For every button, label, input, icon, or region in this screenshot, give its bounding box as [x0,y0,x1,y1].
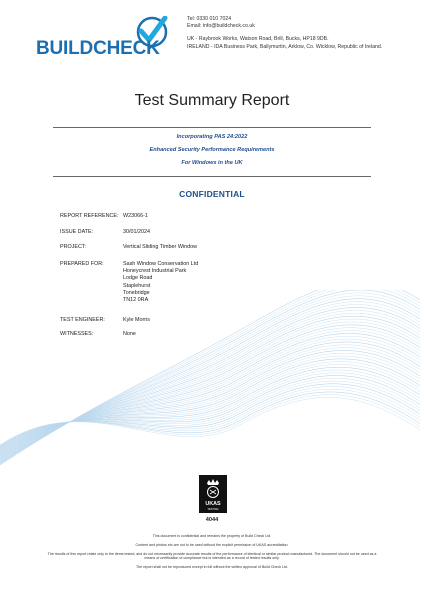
witnesses-value: None [123,331,136,337]
scope-text: For Windows in the UK [181,160,243,166]
wave-line [0,325,420,458]
wave-line [0,319,420,459]
ukas-mark-text: UKAS [205,501,221,507]
ukas-accreditation-mark [199,475,227,513]
witnesses-label: WITNESSES: [60,331,94,337]
wave-line [0,362,420,452]
wave-line [0,345,420,454]
address-line: TN12 0RA [123,297,149,304]
footer-line-3: The results of this report relate only to the items tested, and do not necessarily provide accurate results of the performance of identical or similar product manufactured. The document should not be used as a means of certification of compliance but is intended as a record of tested results only. [47,552,377,561]
contact-tel: Tel: 0330 010 7024 [187,16,232,22]
test-engineer-value: Kyle Morris [123,317,150,323]
wave-line [0,331,420,457]
prepared-for-label: PREPARED FOR: [60,261,104,267]
address-line: Tonebridge [123,289,150,296]
wave-line [0,367,420,450]
footer-line-1: This document is confidential and remains the property of Build Check Ltd. [152,534,272,538]
address-line: Honeycrest Industrial Park [123,268,187,275]
address-line: Lodge Road [123,275,153,282]
divider-bottom [53,176,371,177]
wave-line [0,328,420,458]
ukas-crown-icon [199,475,227,513]
wave-line [0,397,420,445]
wave-line [0,307,420,460]
address-line: Staplehurst [123,282,151,289]
contact-ireland-address: IRELAND - IDA Business Park, Ballymurtin, Arklow, Co. Wicklow, Republic of Ireland. [187,43,383,50]
address-line: Sash Window Conservation Ltd [123,261,199,267]
wave-line [0,293,420,463]
wave-line [0,387,420,447]
page-title: Test Summary Report [134,92,290,109]
issue-date-value: 30/01/2024 [123,229,150,235]
issue-date-label: ISSUE DATE: [60,229,94,235]
wave-line [0,310,420,460]
wave-line [0,384,420,448]
contact-email: Email: info@buildcheck.co.uk [187,23,255,30]
wave-line [0,378,420,448]
wave-line [0,373,420,450]
project-value: Vertical Sliding Timber Window [123,244,197,250]
footer-line-4: The report shall not be reproduced except in full without the written approval of Build Check Ltd. [135,565,289,569]
requirements-text: Enhanced Security Performance Requirements [149,147,275,153]
wave-line [0,392,420,446]
ukas-number: 4044 [205,517,219,523]
divider-top [53,127,371,128]
contact-block [187,16,407,51]
confidential-heading: CONFIDENTIAL [179,189,245,199]
buildcheck-logo [36,16,168,62]
ukas-sub-text: TESTING [207,508,219,511]
logo-word-check: CHECK [93,38,160,59]
logo-wordmark [36,38,160,60]
wave-line [0,381,420,448]
wave-line [0,370,420,450]
incorporating-text: Incorporating PAS 24:2022 [176,134,248,140]
project-label: PROJECT: [60,244,87,250]
report-reference-value: W23066-1 [123,213,148,219]
test-engineer-label: TEST ENGINEER: [60,317,105,323]
wave-line [0,376,420,449]
logo-word-build: BUILD [36,38,94,59]
contact-uk-address: UK - Raybrook Works, Watson Road, Brill, Bucks, HP18 9DB. [187,36,329,43]
wave-line [0,302,420,462]
report-reference-label: REPORT REFERENCE: [60,213,119,219]
footer-line-2: Content and photos etc are not to be used without the explicit permission of UKAS accreditation. [135,543,289,547]
wave-line [0,339,420,455]
